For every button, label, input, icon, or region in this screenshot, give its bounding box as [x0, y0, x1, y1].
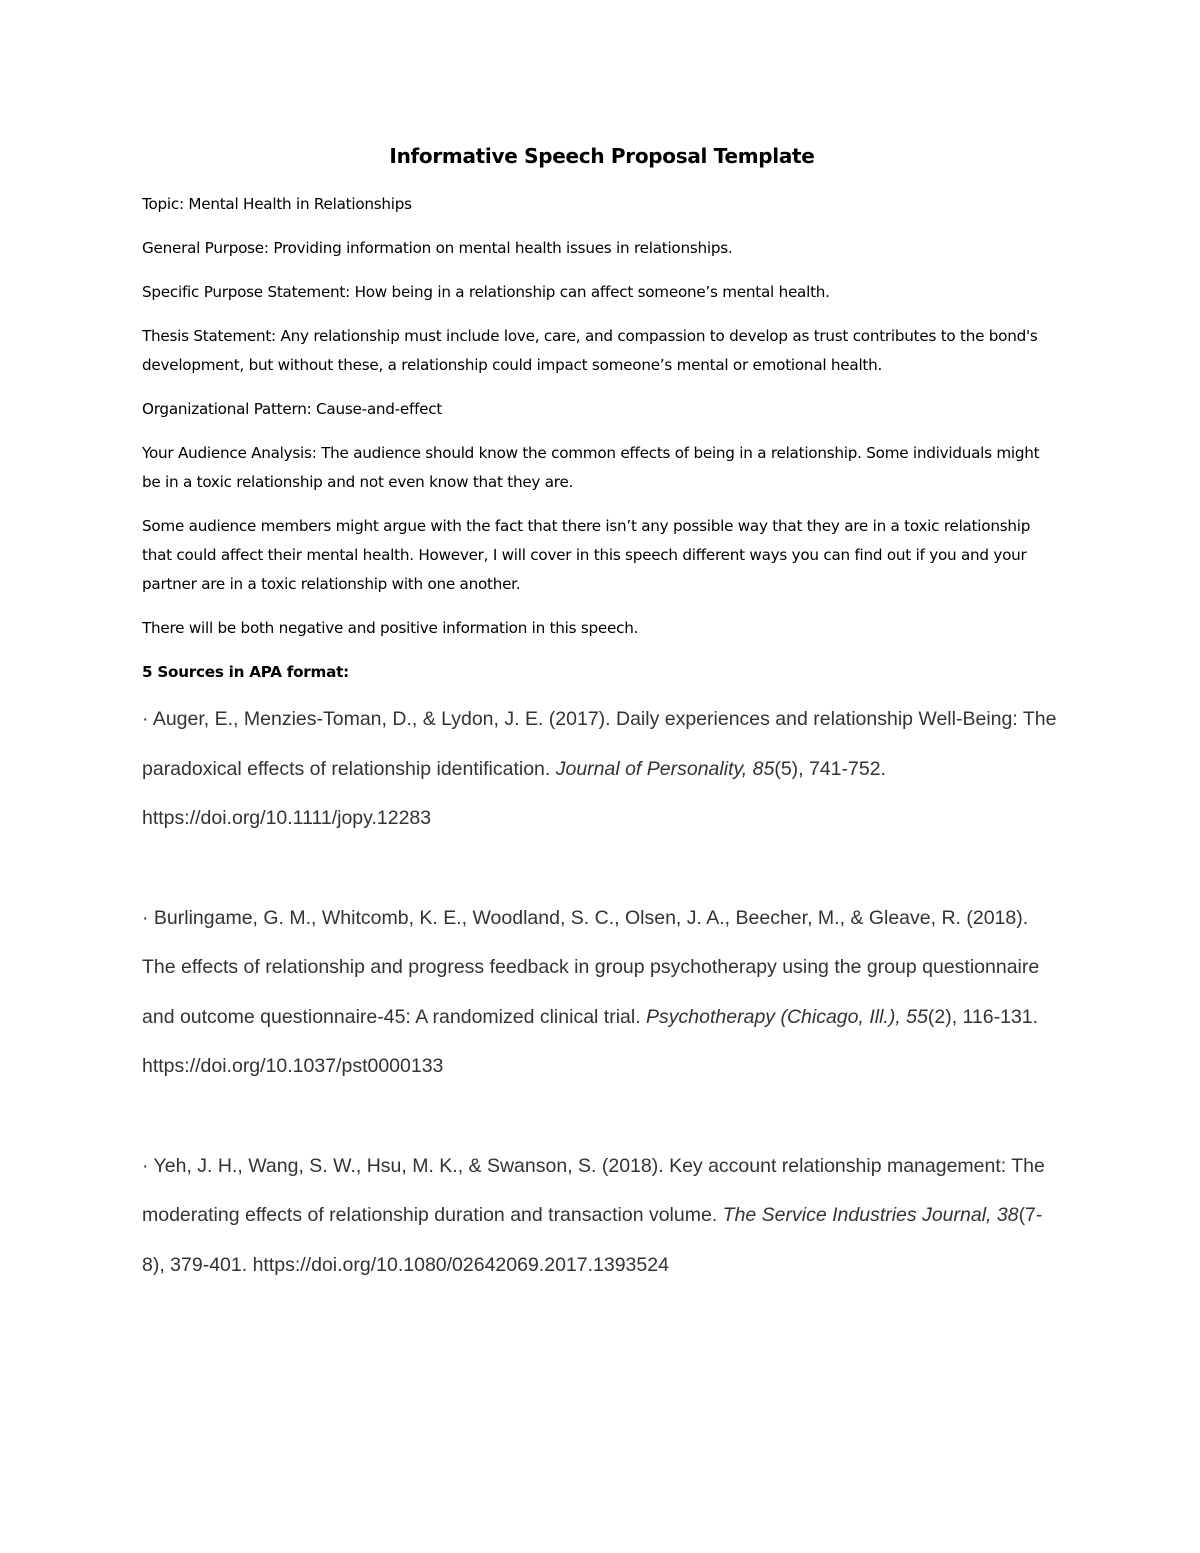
specific-purpose-line	[142, 278, 1062, 307]
reference-entry	[142, 894, 1062, 1092]
document-body	[142, 140, 1062, 1340]
audience-analysis-paragraph	[142, 439, 1062, 497]
reference-text: · Auger, E., Menzies-Toman, D., & Lydon, J. E. (2017). Daily experiences and relationship Well-Being: The paradoxical effects of relationship identification.	[142, 708, 1057, 780]
organizational-pattern-value: Cause-and-effect	[311, 400, 443, 418]
reference-text: · Burlingame, G. M., Whitcomb, K. E., Woodland, S. C., Olsen, J. A., Beecher, M., & Gleave, R. (2018). The effects of relationship and progress feedback in group psychotherapy using the group questionnaire and outcome questionnaire-45: A randomized clinical trial.	[142, 906, 1040, 1028]
thesis-paragraph	[142, 322, 1062, 380]
thesis-label: Thesis Statement:	[142, 327, 276, 345]
reference-journal: Journal of Personality, 85	[555, 757, 775, 780]
specific-purpose-label: Specific Purpose Statement:	[142, 283, 351, 301]
organizational-pattern-label: Organizational Pattern:	[142, 400, 312, 418]
topic-line	[142, 190, 1062, 219]
general-purpose-label: General Purpose:	[142, 239, 269, 257]
reference-journal: The Service Industries Journal, 38	[722, 1204, 1019, 1226]
general-purpose-line	[142, 234, 1062, 263]
document-title: Informative Speech Proposal Template	[389, 144, 815, 168]
counter-argument-paragraph: Some audience members might argue with the fact that there isn’t any possible way that they are in a toxic relationship that could affect their mental health. However, I will cover in this speech different ways you can find out if you and your partner are in a toxic relationship with one another.	[142, 517, 1031, 593]
topic-value: Mental Health in Relationships	[183, 195, 412, 213]
reference-text: · Yeh, J. H., Wang, S. W., Hsu, M. K., & Swanson, S. (2018). Key account relationship management: The moderating effects of relationship duration and transaction volume.	[142, 1154, 1045, 1226]
thesis-value: Any relationship must include love, care, and compassion to develop as trust contributes to the bond's development, but without these, a relationship could impact someone’s mental or emotional health.	[142, 327, 1038, 374]
general-purpose-value: Providing information on mental health issues in relationships.	[268, 239, 733, 257]
audience-analysis-value: The audience should know the common effects of being in a relationship. Some individuals might be in a toxic relationship and not even know that they are.	[142, 444, 1040, 491]
info-note-paragraph: There will be both negative and positive information in this speech.	[142, 619, 639, 637]
organizational-pattern-line	[142, 395, 1062, 424]
audience-analysis-label: Your Audience Analysis:	[142, 444, 317, 462]
reference-entry	[142, 1142, 1062, 1291]
reference-journal: Psychotherapy (Chicago, Ill.), 55	[646, 1005, 928, 1028]
specific-purpose-value: How being in a relationship can affect someone’s mental health.	[350, 283, 830, 301]
reference-issue: (7-8), 379-401. https://doi.org/10.1080/02642069.2017.1393524	[142, 1204, 1043, 1276]
topic-label: Topic:	[142, 195, 184, 213]
sources-heading: 5 Sources in APA format:	[142, 663, 349, 681]
reference-entry	[142, 695, 1062, 844]
reference-issue: (5), 741-752. https://doi.org/10.1111/jopy.12283	[142, 757, 886, 829]
reference-issue: (2), 116-131. https://doi.org/10.1037/pst0000133	[142, 1005, 1039, 1077]
